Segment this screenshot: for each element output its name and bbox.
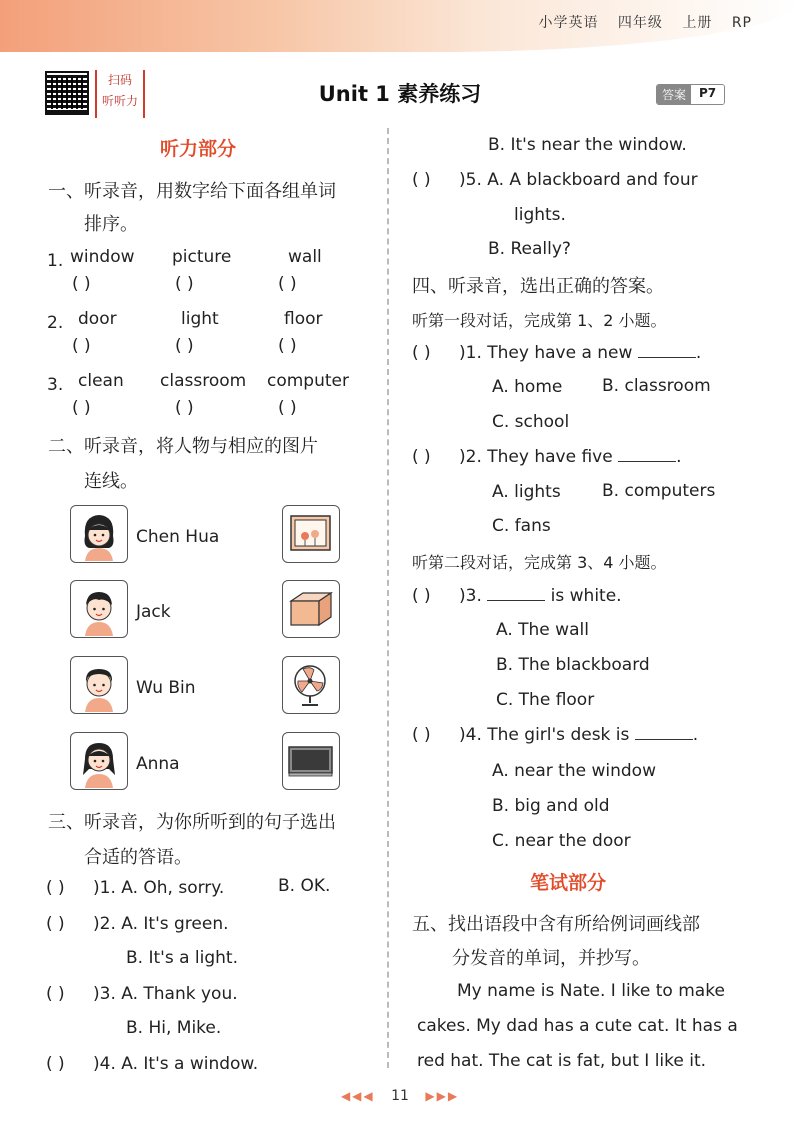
option-a: A. near the window xyxy=(492,761,656,781)
answer-blank[interactable] xyxy=(638,357,696,358)
answer-paren[interactable]: ( ) xyxy=(72,336,91,356)
picture-frame-picture[interactable] xyxy=(282,505,340,563)
answer-paren[interactable] xyxy=(412,170,431,190)
word: door xyxy=(78,309,117,329)
answer-blank[interactable] xyxy=(635,739,693,740)
answer-paren[interactable]: ( ) xyxy=(278,336,297,356)
answer-blank[interactable] xyxy=(618,461,676,462)
option-c: C. The floor xyxy=(496,690,595,710)
sec1-heading-cont: 排序。 xyxy=(84,214,138,235)
answer-paren[interactable] xyxy=(46,914,65,934)
option-a-cont: lights. xyxy=(514,205,566,225)
page-number: 11 xyxy=(391,1088,409,1104)
grade-label: 四年级 xyxy=(617,15,663,31)
desk-picture[interactable] xyxy=(282,580,340,638)
sec2-heading-cont: 连线。 xyxy=(84,471,138,492)
answer-paren[interactable] xyxy=(412,343,431,363)
paren-text: ( ) xyxy=(412,725,431,745)
picture-frame-icon xyxy=(283,506,338,561)
book-info xyxy=(524,12,752,32)
question-stem: )4. The girl's desk is . xyxy=(459,725,699,745)
stem-text: )1. They have a new xyxy=(459,343,633,363)
boy-face-icon xyxy=(71,581,126,636)
answer-paren[interactable]: ( ) xyxy=(175,336,194,356)
option-a: A. home xyxy=(492,377,563,397)
option-b: B. OK. xyxy=(278,876,331,896)
sec2-heading: 二、听录音，将人物与相应的图片 xyxy=(48,436,318,457)
answer-paren[interactable] xyxy=(46,878,65,898)
passage-line: red hat. The cat is fat, but I like it. xyxy=(417,1051,707,1071)
blackboard-picture[interactable] xyxy=(282,732,340,790)
word: floor xyxy=(284,309,323,329)
sec1-num: 1. xyxy=(47,251,64,271)
passage-line: cakes. My dad has a cute cat. It has a xyxy=(417,1016,738,1036)
sec1-heading: 一、听录音，用数字给下面各组单词 xyxy=(48,181,336,202)
answer-paren[interactable] xyxy=(412,586,431,606)
girl-face-icon xyxy=(71,733,126,788)
page-title: Unit 1 素养练习 xyxy=(318,82,482,106)
option-b: B. computers xyxy=(602,481,716,501)
sec3-heading-cont: 合适的答语。 xyxy=(84,847,192,868)
sec4-intro-1: 听第一段对话，完成第 1、2 小题。 xyxy=(412,311,667,330)
answer-paren[interactable] xyxy=(412,447,431,467)
anna-picture[interactable] xyxy=(70,732,128,790)
blackboard-icon xyxy=(283,733,338,788)
answer-paren[interactable]: ( ) xyxy=(278,274,297,294)
question-stem xyxy=(459,586,622,606)
answer-paren[interactable]: ( ) xyxy=(278,398,297,418)
left-arrows-icon: ◀◀◀ xyxy=(340,1089,375,1103)
stem-text: )4. The girl's desk is xyxy=(459,725,630,745)
option-b: B. It's a light. xyxy=(126,948,238,968)
edition-label: RP xyxy=(731,15,752,31)
term-label: 上册 xyxy=(682,15,713,31)
paren-text: ( ) xyxy=(46,1054,65,1074)
option-c: C. school xyxy=(492,412,570,432)
word: computer xyxy=(267,371,349,391)
option-a: )4. A. It's a window. xyxy=(93,1054,259,1074)
answer-blank[interactable] xyxy=(487,600,545,601)
passage-line: My name is Nate. I like to make xyxy=(457,981,725,1001)
option-a: )1. A. Oh, sorry. xyxy=(93,878,225,898)
option-a: A. lights xyxy=(492,482,561,502)
sec5-heading-cont: 分发音的单词，并抄写。 xyxy=(452,948,650,969)
paren-text: ( ) xyxy=(412,586,431,606)
answer-paren[interactable] xyxy=(46,1054,65,1074)
answer-page: P7 xyxy=(691,85,724,104)
paren-text: ( ) xyxy=(412,447,431,467)
option-b: B. Hi, Mike. xyxy=(126,1018,222,1038)
stem-text: is white. xyxy=(550,586,622,606)
answer-label: 答案 xyxy=(657,85,691,104)
listening-title: 听力部分 xyxy=(160,138,237,160)
person-name: Chen Hua xyxy=(136,527,220,547)
girl-face-icon xyxy=(71,506,126,561)
option-c: C. fans xyxy=(492,516,551,536)
stem-text: )2. They have five xyxy=(459,447,613,467)
answer-tag xyxy=(656,84,725,105)
boy-face-icon xyxy=(71,657,126,712)
sec1-num: 2. xyxy=(47,313,64,333)
fan-icon xyxy=(283,657,338,712)
paren-text: ( ) xyxy=(46,984,65,1004)
option-c: C. near the door xyxy=(492,831,631,851)
fan-picture[interactable] xyxy=(282,656,340,714)
sec1-num: 3. xyxy=(47,375,64,395)
option-b: B. It's near the window. xyxy=(488,135,687,155)
option-a: A. The wall xyxy=(496,620,589,640)
word: window xyxy=(70,247,135,267)
option-a: )3. A. Thank you. xyxy=(93,984,238,1004)
person-name: Jack xyxy=(136,602,171,622)
option-a: )5. A. A blackboard and four xyxy=(459,170,698,190)
word: wall xyxy=(288,247,322,267)
person-name: Wu Bin xyxy=(136,678,196,698)
word: light xyxy=(181,309,219,329)
paren-text: ( ) xyxy=(412,170,431,190)
paren-text: ( ) xyxy=(46,878,65,898)
answer-paren[interactable] xyxy=(46,984,65,1004)
answer-paren[interactable]: ( ) xyxy=(72,398,91,418)
page-footer xyxy=(0,1088,800,1104)
answer-paren[interactable] xyxy=(412,725,431,745)
jack-picture[interactable] xyxy=(70,580,128,638)
chen-hua-picture[interactable] xyxy=(70,505,128,563)
right-arrows-icon: ▶▶▶ xyxy=(425,1089,460,1103)
scan-line-1: 扫码 xyxy=(107,73,132,87)
answer-paren[interactable]: ( ) xyxy=(175,398,194,418)
subject-label: 小学英语 xyxy=(538,15,599,31)
desk-icon xyxy=(283,581,338,636)
wu-bin-picture[interactable] xyxy=(70,656,128,714)
option-a: )2. A. It's green. xyxy=(93,914,229,934)
scan-line-2: 听听力 xyxy=(101,94,138,108)
sec4-heading: 四、听录音，选出正确的答案。 xyxy=(412,276,664,297)
word: clean xyxy=(78,371,124,391)
sec3-heading: 三、听录音，为你所听到的句子选出 xyxy=(48,812,336,833)
option-b: B. classroom xyxy=(602,376,711,396)
paren-text: ( ) xyxy=(46,914,65,934)
written-title: 笔试部分 xyxy=(530,872,607,894)
paren-text: ( ) xyxy=(412,343,431,363)
option-b: B. The blackboard xyxy=(496,655,650,675)
answer-paren[interactable]: ( ) xyxy=(72,274,91,294)
question-stem: )1. They have a new . xyxy=(459,343,702,363)
question-stem: )2. They have five . xyxy=(459,447,682,467)
sec5-heading: 五、找出语段中含有所给例词画线部 xyxy=(412,914,700,935)
stem-num: )3. xyxy=(459,586,482,606)
column-divider xyxy=(387,128,389,1068)
word: picture xyxy=(172,247,232,267)
word: classroom xyxy=(160,371,247,391)
person-name: Anna xyxy=(136,754,180,774)
option-b: B. big and old xyxy=(492,796,610,816)
option-b: B. Really? xyxy=(488,239,571,259)
sec4-intro-2: 听第二段对话，完成第 3、4 小题。 xyxy=(412,553,667,572)
answer-paren[interactable]: ( ) xyxy=(175,274,194,294)
